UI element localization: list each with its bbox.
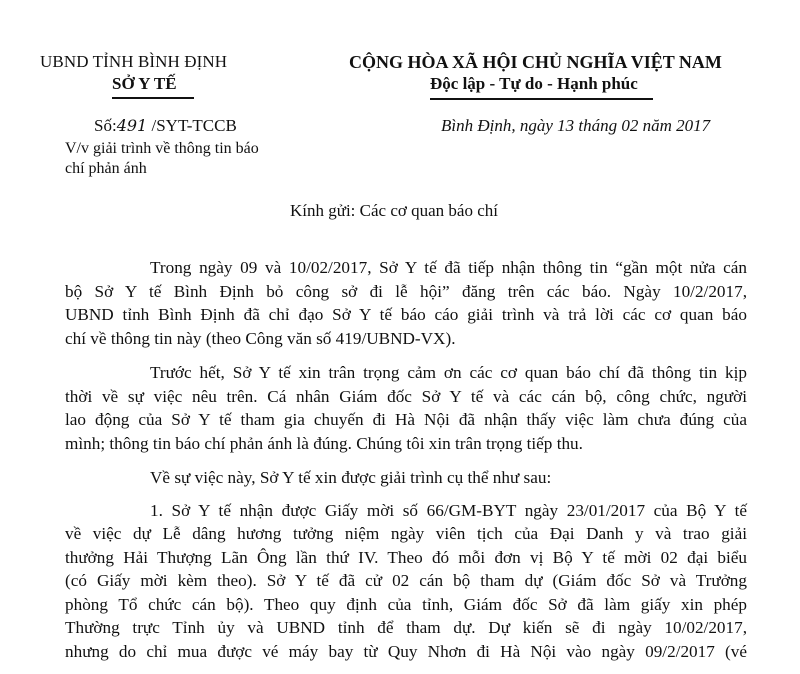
subject-line: V/v giải trình về thông tin báo [65, 140, 259, 157]
organization-name: UBND TỈNH BÌNH ĐỊNH [40, 52, 228, 71]
paragraph-line: mình; thông tin báo chí phản ánh là đúng. Chúng tôi xin trân trọng tiếp thu. [65, 433, 583, 453]
paragraph-line: nhưng do chỉ mua được vé máy bay từ Quy Nhơn đi Hà Nội vào ngày 09/2/2017 (vé [65, 641, 747, 661]
letter-body [65, 256, 747, 674]
paragraph-line: thưởng Hải Thượng Lãn Ông lần thứ IV. Theo đó mỗi đơn vị Bộ Y tế mời 02 đại biểu [65, 547, 747, 567]
body-paragraph [65, 256, 747, 350]
paragraph-line: chí về thông tin này (theo Công văn số 419/UBND-VX). [65, 328, 456, 348]
document-number-prefix: Số: [94, 116, 117, 135]
body-paragraph [65, 466, 747, 490]
paragraph-line: thời về sự việc nêu trên. Cá nhân Giám đốc Sở Y tế và các cán bộ, công chức, người [65, 386, 747, 406]
paragraph-line: 1. Sở Y tế nhận được Giấy mời số 66/GM-BYT ngày 23/01/2017 của Bộ Y tế [150, 500, 747, 520]
department-name: SỞ Y TẾ [112, 74, 177, 93]
paragraph-line: phòng Tổ chức cán bộ). Theo quy định của tỉnh, Giám đốc Sở đã làm giấy xin phép [65, 594, 747, 614]
national-motto: Độc lập - Tự do - Hạnh phúc [430, 74, 638, 93]
paragraph-line: bộ Sở Y tế Bình Định bỏ công sở đi lễ hội” đăng trên các báo. Ngày 10/2/2017, [65, 281, 747, 301]
document-number-handwritten: 491 [116, 116, 148, 135]
paragraph-line: Trong ngày 09 và 10/02/2017, Sở Y tế đã tiếp nhận thông tin “gần một nửa cán [150, 258, 747, 277]
paragraph-line: (có Giấy mời kèm theo). Sở Y tế đã cử 02 cán bộ tham dự (Giám đốc Sở và Trưởng [65, 571, 747, 590]
motto-underline [430, 98, 653, 100]
body-paragraph [65, 499, 747, 664]
paragraph-line: Thường trực Tỉnh ủy và UBND tỉnh để tham dự. Dự kiến sẽ đi ngày 10/02/2017, [65, 618, 747, 637]
paragraph-line: Trước hết, Sở Y tế xin trân trọng cảm ơn các cơ quan báo chí đã thông tin kịp [150, 363, 747, 382]
body-paragraph [65, 361, 747, 455]
document-number [94, 116, 237, 136]
paragraph-line: UBND tỉnh Bình Định đã chỉ đạo Sở Y tế báo cáo giải trình và trả lời các cơ quan báo [65, 305, 747, 324]
document-number-suffix: /SYT-TCCB [151, 116, 237, 135]
document-subject [65, 139, 325, 179]
national-title: CỘNG HÒA XÃ HỘI CHỦ NGHĨA VIỆT NAM [349, 52, 722, 72]
subject-line: chí phản ánh [65, 160, 147, 177]
paragraph-line: lao động của Sở Y tế tham gia chuyến đi Hà Nội đã nhận thấy việc làm chưa đúng của [65, 410, 747, 429]
paragraph-line: về việc dự Lễ dâng hương tưởng niệm ngày viên tịch của Đại Danh y và trao giải [65, 524, 747, 543]
paragraph-line: Về sự việc này, Sở Y tế xin được giải trình cụ thể như sau: [150, 468, 552, 487]
place-and-date: Bình Định, ngày 13 tháng 02 năm 2017 [441, 116, 711, 135]
recipient-line: Kính gửi: Các cơ quan báo chí [290, 201, 498, 220]
department-underline [112, 97, 194, 99]
